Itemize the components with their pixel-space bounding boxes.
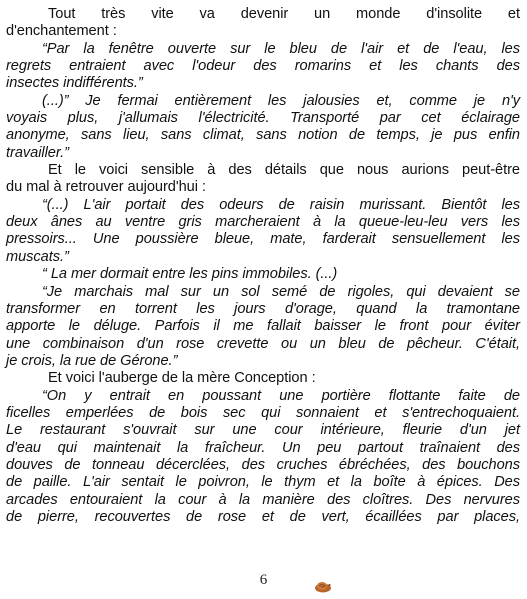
text-line: Tout très vite va devenir un monde d'insolite et (48, 6, 520, 22)
text-line: Le restaurant s'ouvrait sur une cour intérieure, fleurie d'un jet (6, 422, 520, 439)
text-line: regrets entraient avec l'odeur des romarins et les chants des (6, 58, 520, 75)
text-line: “(...) L'air portait des odeurs de raisin murissant. Bientôt les (42, 196, 520, 213)
text-line: “Par la fenêtre ouverte sur le bleu de l'air et de l'eau, les (42, 40, 520, 57)
snail-ornament-icon (313, 580, 333, 593)
text-line: Et le voici sensible à des détails que nous aurions peut-être (48, 162, 520, 179)
text-line: “On y entrait en poussant une portière flottante faite de (42, 387, 520, 404)
text-line: (...)” Je fermai entièrement les jalousies et, comme je n'y (42, 92, 520, 109)
text-line: du mal à retrouver aujourd'hui : (6, 179, 206, 196)
text-line: douves de tonneau décerclées, des cruches ébréchées, des bouchons (6, 456, 520, 473)
text-line: de pierre, recouvertes de rose et de vert, écaillées par places, (6, 508, 520, 525)
text-line: ficelles emperlées de bois sec qui sonnaient et s'entrechoquaient. (6, 404, 520, 421)
text-line: travailler.” (6, 144, 69, 161)
page-number: 6 (259, 572, 268, 588)
text-line: apporte le déluge. Parfois il me fallait baisser le front pour éviter (6, 318, 520, 335)
text-line: deux ânes au ventre gris marcheraient à la queue-leu-leu vers les (6, 214, 520, 231)
text-line: pressoirs... Une poussière bleue, mate, farderait sensuellement les (6, 231, 520, 248)
text-line: d'eau qui maintenait la fraîcheur. Un peu partout traînaient des (6, 439, 520, 456)
text-line: une combinaison d'un rose crevette ou un bleu de pêcheur. C'était, (6, 335, 520, 352)
text-line: “ La mer dormait entre les pins immobiles. (...) (42, 266, 338, 283)
text-line: de paille. L'air sentait le poivron, le thym et la boîte à épices. Des (6, 474, 520, 491)
text-line: anonyme, sans lieu, sans climat, sans notion de temps, je pus enfin (6, 127, 520, 144)
text-line: Et voici l'auberge de la mère Conception : (48, 370, 316, 387)
text-line: insectes indifférents.” (6, 75, 143, 92)
text-line: je crois, la rue de Gérone.” (6, 352, 178, 369)
body-text (6, 6, 520, 526)
text-line: “Je marchais mal sur un sol semé de rigoles, qui devaient se (42, 283, 520, 300)
text-line: voyais plus, j'allumais l'électricité. Transporté par cet éclairage (6, 110, 520, 127)
text-line: arcades entouraient la cour à la manière des cloîtres. Des nervures (6, 491, 520, 508)
text-line: muscats.” (6, 248, 69, 265)
text-line: transformer en torrent les jours d'orage, quand la tramontane (6, 300, 520, 317)
text-line: d'enchantement : (6, 23, 117, 40)
